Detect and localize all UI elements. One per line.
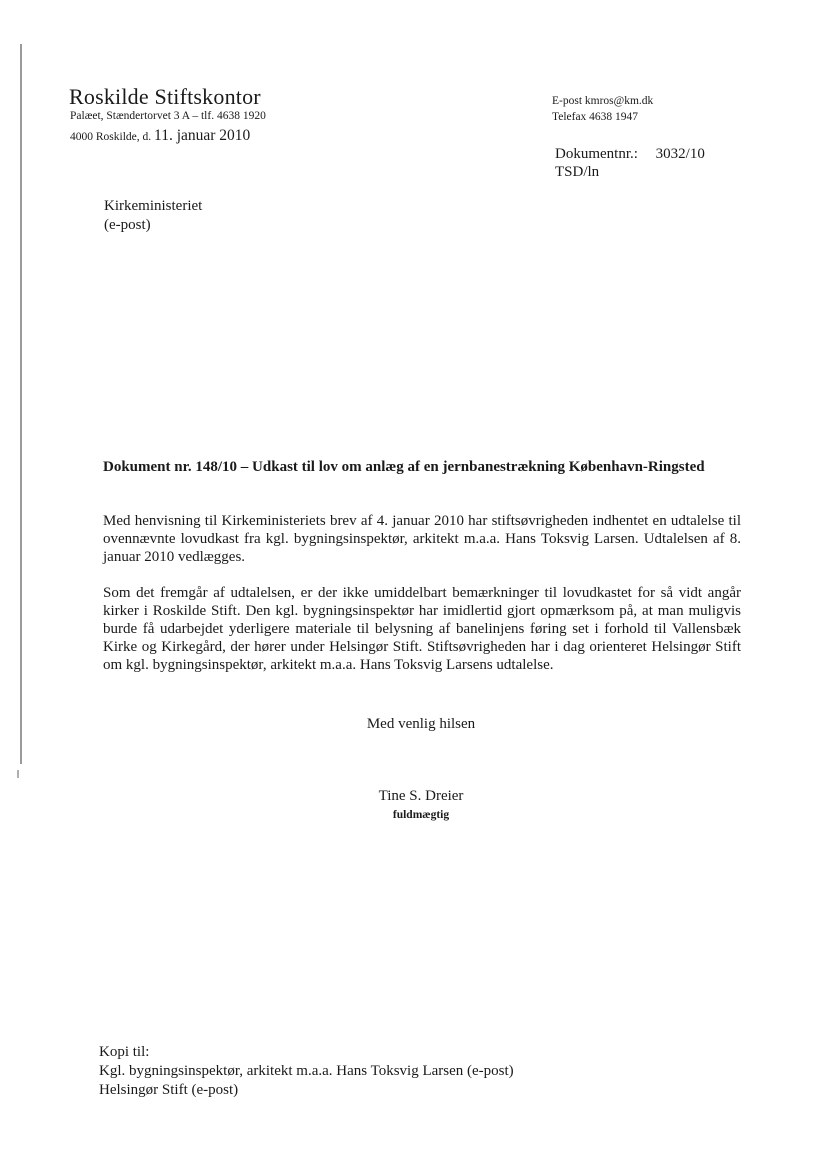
copy-recipient: Helsingør Stift (e-post) bbox=[99, 1082, 239, 1098]
recipient-block bbox=[104, 197, 202, 235]
address-line: Palæet, Stændertorvet 3 A – tlf. 4638 1920 bbox=[70, 110, 266, 122]
fax-number: Telefax 4638 1947 bbox=[552, 111, 639, 123]
copy-recipient: Kgl. bygningsinspektør, arkitekt m.a.a. Hans Toksvig Larsen (e-post) bbox=[99, 1063, 514, 1079]
recipient-name: Kirkeministeriet bbox=[104, 198, 203, 214]
recipient-via: (e-post) bbox=[104, 217, 151, 233]
body-paragraph-1: Med henvisning til Kirkeministeriets brev af 4. januar 2010 har stiftsøvrigheden indhentet en udtalelse til ovennævnte lovudkast fra kgl. bygningsinspektør, arkitekt m.a.a. Hans Toksvig Larsen. Udtalelsen af 8. januar 2010 vedlægges. bbox=[103, 513, 741, 565]
document-number: 3032/10 bbox=[655, 146, 705, 162]
copy-to-block bbox=[99, 1043, 514, 1100]
copy-to-label: Kopi til: bbox=[99, 1044, 150, 1060]
document-number-label: Dokumentnr.: bbox=[555, 146, 638, 162]
email-address: E-post kmros@km.dk bbox=[552, 95, 654, 107]
letter-date: 11. januar 2010 bbox=[154, 127, 251, 144]
scan-margin-line bbox=[20, 44, 22, 764]
body-paragraph-2: Som det fremgår af udtalelsen, er der ikke umiddelbart bemærkninger til lovudkastet for så vidt angår kirker i Roskilde Stift. Den kgl. bygningsinspektør har imidlertid gjort opmærksom på, at man muligvis burde få udarbejdet yderligere materiale til belysning af banelinjens føring set i forhold til Vallensbæk Kirke og Kirkegård, der hører under Helsingør Stift. Stiftsøvrigheden har i dag orienteret Helsingør Stift om kgl. bygningsinspektør, arkitekt m.a.a. Hans Toksvig Larsens udtalelse. bbox=[103, 585, 741, 673]
document-number-line bbox=[555, 146, 705, 163]
office-name: Roskilde Stiftskontor bbox=[69, 84, 261, 109]
subject-heading: Dokument nr. 148/10 – Udkast til lov om anlæg af en jernbanestrækning København-Ringsted bbox=[103, 459, 705, 475]
signature-name: Tine S. Dreier bbox=[378, 788, 464, 804]
city-prefix: 4000 Roskilde, d. bbox=[70, 131, 152, 143]
scan-margin-tick bbox=[17, 770, 19, 778]
city-date-line bbox=[70, 127, 250, 145]
signature-title: fuldmægtig bbox=[392, 809, 450, 821]
reference-initials: TSD/ln bbox=[555, 164, 600, 180]
closing-phrase: Med venlig hilsen bbox=[366, 716, 476, 732]
